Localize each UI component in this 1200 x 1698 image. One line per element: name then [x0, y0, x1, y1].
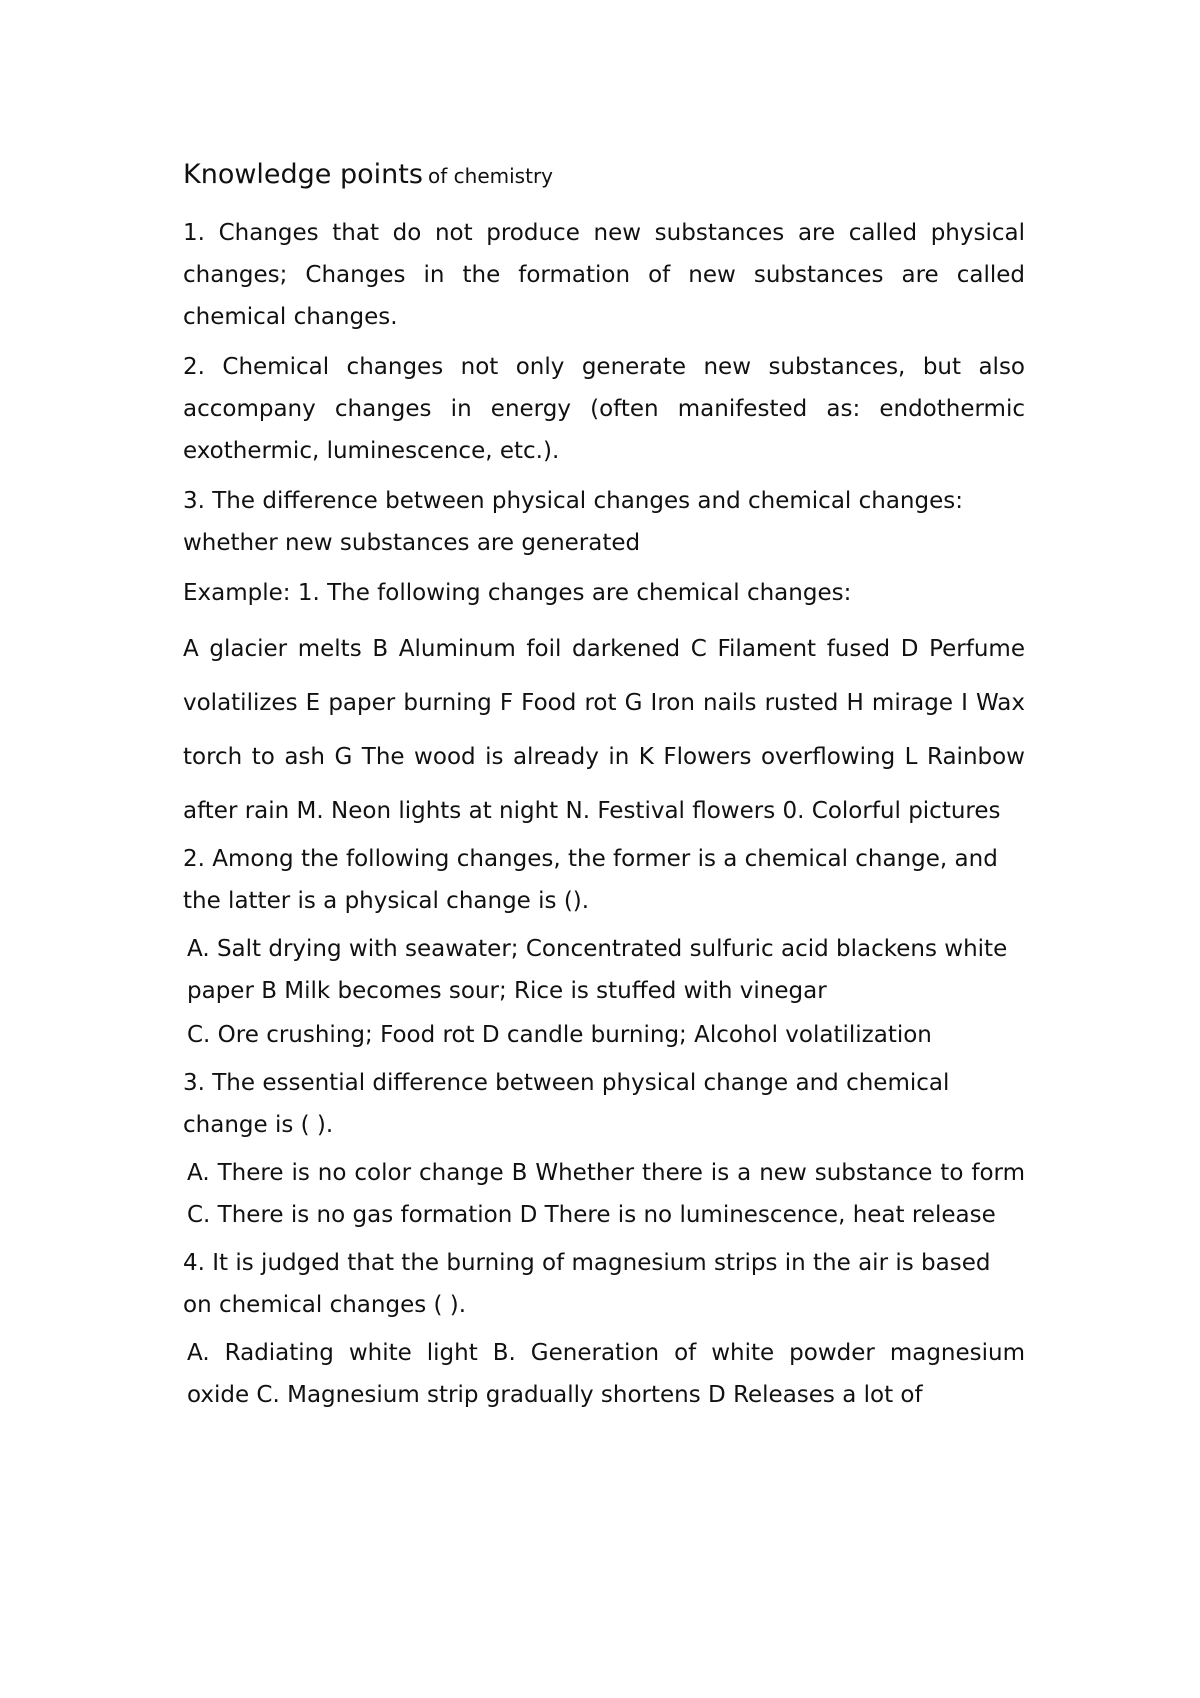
question-4: 4. It is judged that the burning of magnesium strips in the air is based on chemical changes ( ). — [183, 1250, 991, 1318]
document-page — [183, 155, 1025, 1416]
question-4-options: A. Radiating white light B. Generation of white powder magnesium oxide C. Magnesium strip gradually shortens D Releases a lot of — [187, 1340, 1025, 1408]
question-3: 3. The essential difference between physical change and chemical change is ( ). — [183, 1070, 950, 1138]
paragraph-1: 1. Changes that do not produce new substances are called physical changes; Changes in the formation of new substances are called chemical changes. — [183, 220, 1025, 330]
example-options: A glacier melts B Aluminum foil darkened C Filament fused D Perfume volatilizes E paper burning F Food rot G Iron nails rusted H mirage I Wax torch to ash G The wood is already in K Flowers overflowing L Rainbow after rain M. Neon lights at night N. Festival flowers 0. Colorful pictures — [183, 636, 1025, 824]
heading-main: Knowledge points — [183, 159, 423, 190]
question-2: 2. Among the following changes, the former is a chemical change, and the latter is a physical change is (). — [183, 846, 998, 914]
example-intro: Example: 1. The following changes are chemical changes: — [183, 580, 852, 606]
document-heading — [183, 155, 1025, 198]
heading-sub: of chemistry — [428, 164, 554, 188]
paragraph-2: 2. Chemical changes not only generate new substances, but also accompany changes in energy (often manifested as: endothermic exothermic, luminescence, etc.). — [183, 354, 1025, 464]
question-3-options: A. There is no color change B Whether there is a new substance to form C. There is no gas formation D There is no luminescence, heat release — [187, 1160, 1025, 1228]
paragraph-3: 3. The difference between physical changes and chemical changes: whether new substances are generated — [183, 488, 963, 556]
question-2-options-ab: A. Salt drying with seawater; Concentrated sulfuric acid blackens white paper B Milk becomes sour; Rice is stuffed with vinegar — [187, 936, 1008, 1004]
question-2-options-cd: C. Ore crushing; Food rot D candle burning; Alcohol volatilization — [187, 1022, 932, 1048]
